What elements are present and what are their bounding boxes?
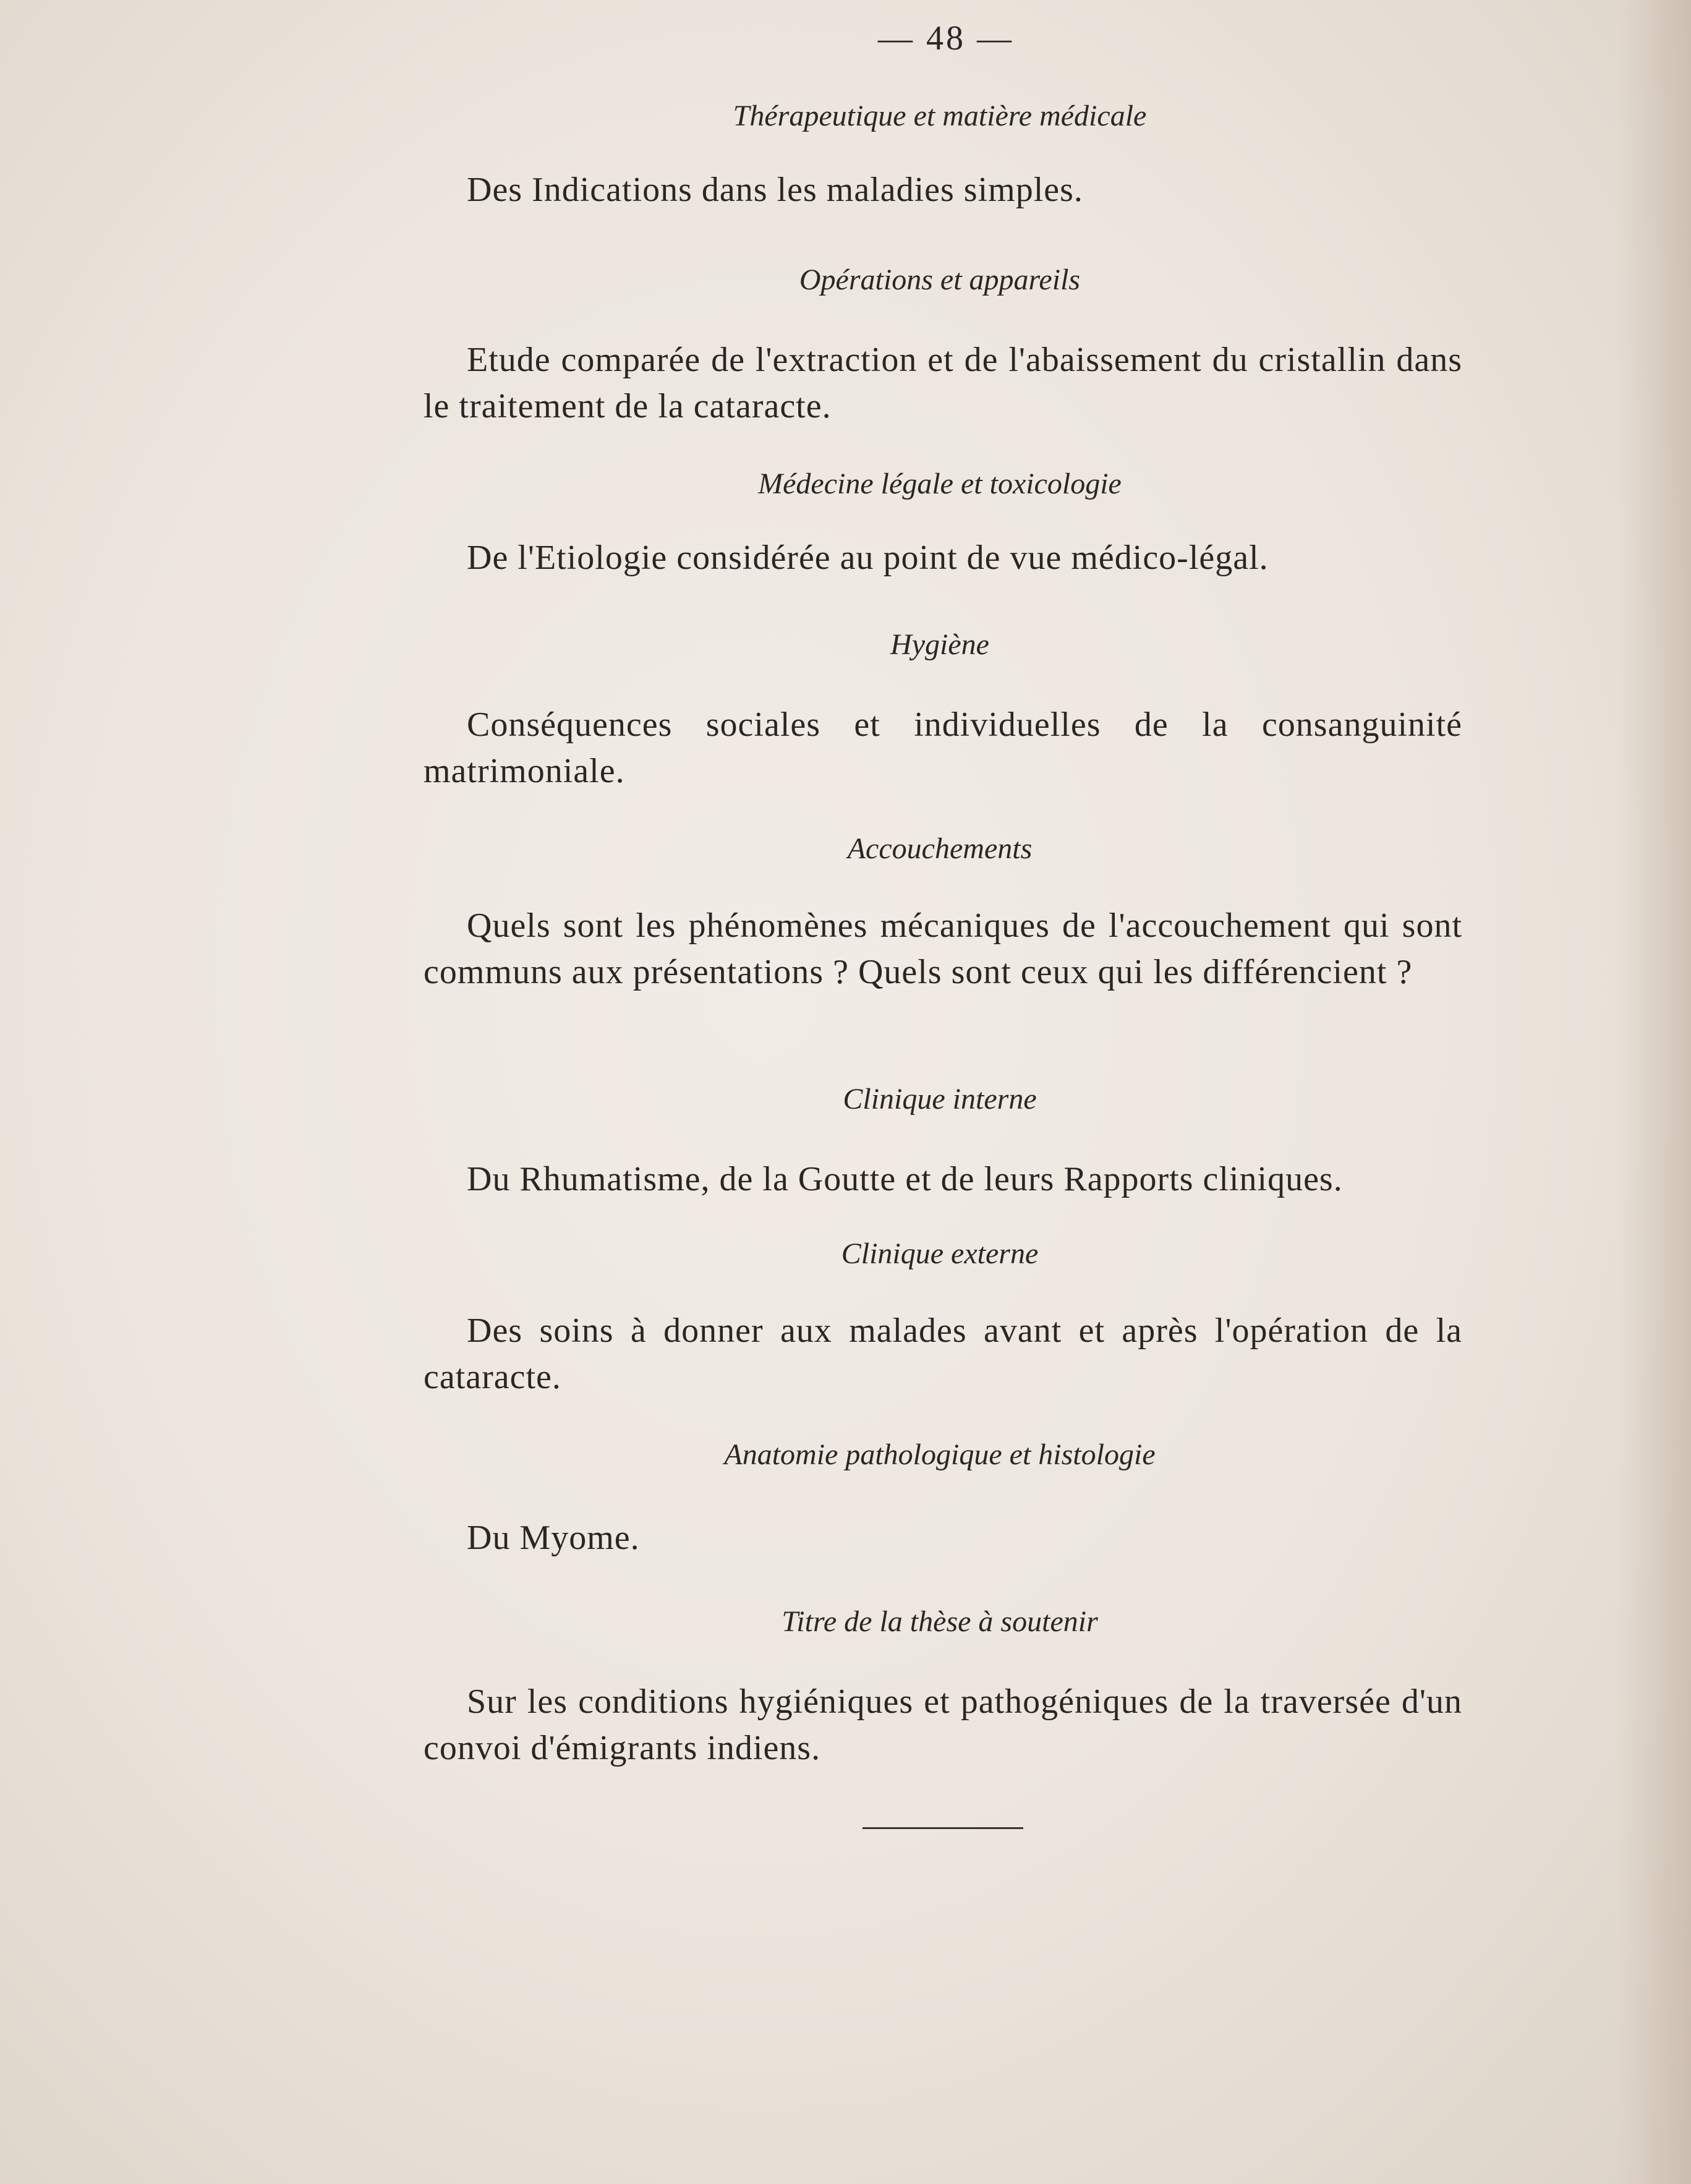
section-heading-titre-these: Titre de la thèse à soutenir: [782, 1605, 1098, 1638]
section-text-accouchements: Quels sont les phénomènes mécaniques de l'accouchement qui sont communs aux présentations ? Quels sont ceux qui les différencient ?: [424, 906, 1462, 991]
section-heading-accouchements: Accouchements: [847, 832, 1033, 865]
section-text-hygiene: Conséquences sociales et individuelles de la consanguinité matrimoniale.: [424, 706, 1462, 790]
section-heading-clinique-interne: Clinique interne: [843, 1083, 1037, 1115]
section-heading-clinique-externe: Clinique externe: [841, 1237, 1039, 1270]
section-heading-operations: Opérations et appareils: [799, 263, 1081, 296]
section-heading-therapeutique: Thérapeutique et matière médicale: [733, 100, 1147, 132]
section-text-clinique-externe: Des soins à donner aux malades avant et après l'opération de la cataracte.: [424, 1312, 1462, 1396]
section-text-anatomie: Du Myome.: [467, 1519, 640, 1557]
section-heading-anatomie: Anatomie pathologique et histologie: [724, 1438, 1156, 1471]
closing-rule: [863, 1827, 1023, 1829]
section-heading-medecine-legale: Médecine légale et toxicologie: [758, 467, 1122, 500]
section-text-operations: Etude comparée de l'extraction et de l'abaissement du cristallin dans le traitement de la cataracte.: [424, 341, 1462, 425]
page-edge-shadow: [1617, 0, 1691, 2184]
section-text-medecine-legale: De l'Etiologie considérée au point de vue médico-légal.: [467, 539, 1269, 577]
section-text-therapeutique: Des Indications dans les maladies simples.: [467, 171, 1083, 209]
section-heading-hygiene: Hygiène: [890, 628, 989, 661]
section-text-titre-these: Sur les conditions hygiéniques et pathogéniques de la traversée d'un convoi d'émigrants indiens.: [424, 1683, 1462, 1767]
section-text-clinique-interne: Du Rhumatisme, de la Goutte et de leurs Rapports cliniques.: [467, 1160, 1343, 1198]
page-number: — 48 —: [878, 19, 1014, 58]
